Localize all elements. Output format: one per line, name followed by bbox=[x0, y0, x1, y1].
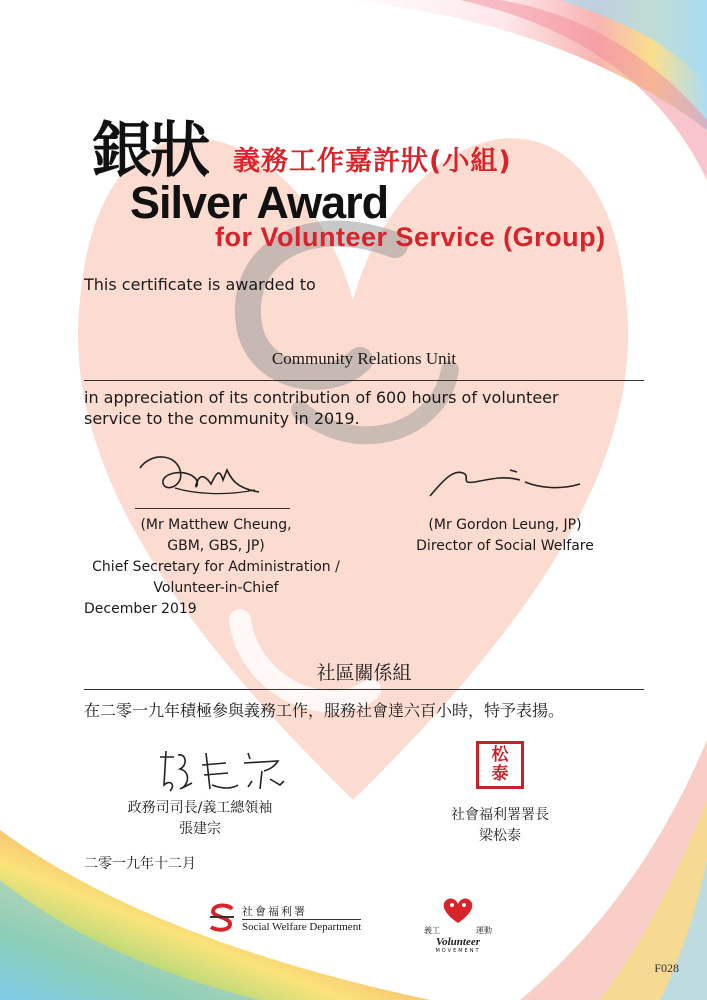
signer2-name: (Mr Gordon Leung, JP) bbox=[428, 517, 582, 533]
volunteer-cn-row bbox=[418, 925, 498, 936]
swd-s-logo-icon bbox=[208, 903, 236, 933]
date-english: December 2019 bbox=[84, 601, 197, 617]
recipient-underline bbox=[84, 380, 644, 381]
recipient-english: Community Relations Unit bbox=[271, 349, 457, 368]
awarded-to-text: This certificate is awarded to bbox=[84, 275, 316, 294]
date-chinese: 二零一九年十二月 bbox=[84, 856, 196, 872]
signature-chinese-cheung bbox=[152, 745, 292, 795]
title-english-silver-award: Silver Award bbox=[130, 177, 389, 228]
signer2-english-block bbox=[390, 515, 620, 557]
title-chinese-award-name: 義務工作嘉許狀(小組) bbox=[233, 146, 512, 177]
signer1-chinese-block bbox=[80, 798, 320, 840]
volunteer-en-text: Volunteer bbox=[435, 936, 480, 948]
appreciation-line-2: service to the community in 2019. bbox=[84, 409, 360, 428]
subtitle-english-volunteer-service: for Volunteer Service (Group) bbox=[215, 222, 606, 252]
signature-gordon-leung bbox=[425, 458, 585, 503]
signature-line-1 bbox=[135, 508, 290, 509]
volunteer-cn-right: 運動 bbox=[476, 926, 492, 935]
signature-matthew-cheung bbox=[135, 448, 265, 508]
red-seal-stamp bbox=[476, 741, 524, 789]
signer2-chinese-title: 社會福利署署長 bbox=[451, 807, 549, 823]
swd-logo bbox=[208, 903, 361, 933]
volunteer-heart-logo-icon bbox=[438, 895, 478, 925]
signer2-chinese-name: 梁松泰 bbox=[479, 828, 521, 844]
appreciation-line-1: in appreciation of its contribution of 600 hours of volunteer bbox=[84, 388, 559, 407]
form-code: F028 bbox=[654, 961, 679, 975]
signer1-english-block bbox=[80, 515, 352, 599]
title-chinese-silver: 銀狀 bbox=[92, 116, 208, 186]
signer1-name-line2: GBM, GBS, JP) bbox=[167, 538, 265, 554]
volunteer-movement-logo bbox=[418, 895, 498, 954]
movement-en-text: MOVEMENT bbox=[435, 948, 481, 954]
appreciation-chinese: 在二零一九年積極參與義務工作，服務社會達六百小時，特予表揚。 bbox=[84, 701, 565, 720]
swd-english-name: Social Welfare Department bbox=[242, 921, 362, 933]
signer1-title-line2: Volunteer-in-Chief bbox=[153, 580, 279, 596]
signer1-chinese-name: 張建宗 bbox=[179, 821, 221, 837]
signer2-chinese-block bbox=[400, 805, 600, 847]
recipient-chinese: 社區關係組 bbox=[316, 662, 412, 684]
recipient-chinese-underline bbox=[84, 689, 644, 690]
signer2-title: Director of Social Welfare bbox=[416, 538, 594, 554]
swd-chinese-name: 社會福利署 bbox=[242, 905, 307, 918]
signer1-chinese-title: 政務司司長/義工總領袖 bbox=[127, 800, 273, 816]
signer1-name-line1: (Mr Matthew Cheung, bbox=[140, 517, 292, 533]
seal-text: 松泰 bbox=[491, 745, 509, 784]
volunteer-cn-left: 義工 bbox=[424, 926, 440, 935]
signer1-title-line1: Chief Secretary for Administration / bbox=[92, 559, 340, 575]
